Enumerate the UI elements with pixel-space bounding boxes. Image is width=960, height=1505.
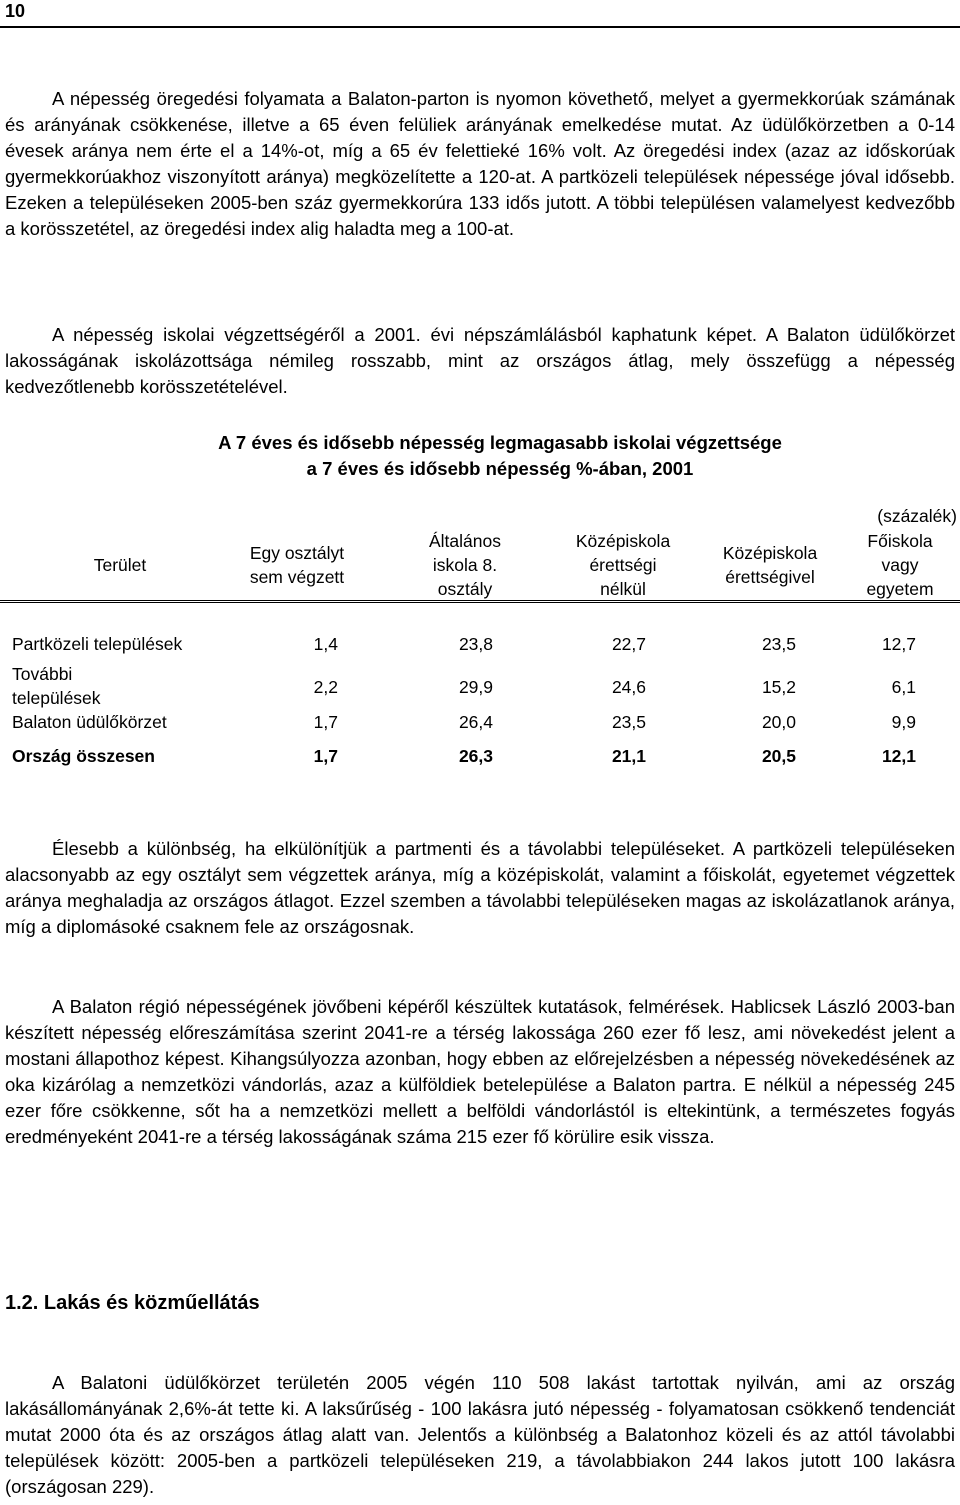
table-cell: 2,2: [313, 677, 338, 697]
column-header-line: vagy: [881, 555, 919, 575]
column-header-line: Középiskola: [575, 531, 671, 551]
table-cell: 20,0: [761, 712, 796, 732]
table-cell: 12,1: [881, 746, 916, 766]
paragraph-housing: [5, 1370, 955, 1500]
table-cell: 12,7: [881, 634, 916, 654]
unit-label: (százalék): [877, 506, 957, 526]
table-cell: 15,2: [761, 677, 796, 697]
column-header-line: Főiskola: [867, 531, 933, 551]
paragraph-settlements: [5, 836, 955, 940]
table-cell: 1,7: [313, 712, 338, 732]
table-cell: 23,8: [458, 634, 493, 654]
table-cell: 22,7: [611, 634, 646, 654]
table-cell: 20,5: [761, 746, 796, 766]
column-header-line: Egy osztályt: [249, 543, 345, 563]
table-row-label-line: További: [12, 664, 73, 684]
table-cell: 23,5: [611, 712, 646, 732]
table-row-label: Balaton üdülőkörzet: [12, 712, 167, 732]
column-header-line: egyetem: [866, 579, 934, 599]
table-cell: 26,4: [458, 712, 493, 732]
column-header-kozepiskola-vel: [695, 541, 845, 589]
table-row-label-line: települések: [12, 688, 101, 708]
table-title-line1: A 7 éves és idősebb népesség legmagasabb iskolai végzettsége: [218, 432, 782, 453]
paragraph-settlements-text: Élesebb a különbség, ha elkülönítjük a partmenti és a távolabbi településeket. A partközeli településeken alacsonyabb az egy osztályt sem végzettek aránya, míg a középiskolát, valamint a főiskolát, egyetemet végzettek aránya meghaladja az országos átlagot. Ezzel szemben a távolabbi településeken magas az iskolázatlanok aránya, míg a diplomásoké csaknem fele az országosnak.: [5, 838, 955, 937]
column-header-terulet-text: Terület: [93, 555, 147, 575]
table-title: [0, 430, 960, 482]
paragraph-housing-text: A Balatoni üdülőkörzet területén 2005 végén 110 508 lakást tartottak nyilván, ami az ország lakásállományának 2,6%-át tette ki. A laksűrűség - 100 lakásra jutó népesség - folyamatosan csökkenő tendenciát mutat 2000 óta és az országos átlag alatt van. Jelentős a különbség a Balatonhoz közeli és az attól távolabbi települések között: 2005-ben a partközeli településeken 219, a távolabbiakon 244 lakos jutott 100 lakásra (országosan 229).: [5, 1372, 955, 1497]
column-header-line: érettségivel: [725, 567, 815, 587]
column-header-line: Középiskola: [722, 543, 818, 563]
table-cell: 1,4: [313, 634, 338, 654]
paragraph-aging-text: A népesség öregedési folyamata a Balaton-parton is nyomon követhető, melyet a gyermekkorúak számának és arányának csökkenése, illetve a 65 éven felüliek arányának emelkedése mutat. Az üdülőkörzetben a 0-14 évesek aránya nem érte el a 14%-ot, míg a 65 év felettieké 16% volt. Az öregedési index (azaz az időskorúak gyermekkorúakhoz viszonyított aránya) megközelítette a 120-at. A partközeli települések népessége jóval idősebb. Ezeken a településeken 2005-ben száz gyermekkorúra 133 idős jutott. A többi településen valamelyest kedvezőbb a korösszetétel, az öregedési index alig haladta meg a 100-at.: [5, 88, 955, 239]
column-header-altalanos: [395, 529, 535, 601]
column-header-kozepiskola-nelkul: [548, 529, 698, 601]
column-header-line: érettségi: [589, 555, 657, 575]
column-header-line: sem végzett: [249, 567, 345, 587]
table-cell: 9,9: [891, 712, 916, 732]
paragraph-education-text: A népesség iskolai végzettségéről a 2001. évi népszámlálásból kaphatunk képet. A Balaton üdülőkörzet lakosságának iskolázottsága némileg rosszabb, mint az országos átlag, mely összefügg a népesség kedvezőtlenebb korösszetételével.: [5, 324, 955, 397]
table-cell: 6,1: [891, 677, 916, 697]
table-cell: 21,1: [611, 746, 646, 766]
column-header-line: nélkül: [600, 579, 646, 599]
column-header-line: osztály: [437, 579, 493, 599]
paragraph-education: [5, 322, 955, 400]
page-number: 10: [5, 1, 26, 21]
paragraph-forecast-text: A Balaton régió népességének jövőbeni képéről készültek kutatások, felmérések. Hablicsek László 2003-ban készített népesség előreszámítása szerint 2041-re a térség lakossága 260 ezer fő lesz, ami növekedést jelent a mostani állapothoz képest. Kihangsúlyozza azonban, hogy ebben az előrejelzésben a népesség növekedésének az oka kizárólag a nemzetközi vándorlás, azaz a külföldiek betelepülése a Balaton partra. E nélkül a népesség 245 ezer főre csökkenne, sőt ha a nemzetközi mellett a belföldi vándorlástól is eltekintünk, a természetes fogyás eredményeként 2041-re a térség lakosságának száma 215 ezer fő körülire esik vissza.: [5, 996, 955, 1147]
header-rule: [0, 26, 960, 28]
table-cell: 23,5: [761, 634, 796, 654]
paragraph-aging: [5, 86, 955, 242]
column-header-foiskola: [830, 529, 960, 601]
table-row-label: [12, 662, 101, 710]
column-header-egy-osztalyt: [222, 541, 372, 589]
section-heading: 1.2. Lakás és közműellátás: [5, 1292, 260, 1314]
table-row-label: Partközeli települések: [12, 634, 183, 654]
table-cell: 26,3: [458, 746, 493, 766]
table-title-line2: a 7 éves és idősebb népesség %-ában, 2001: [306, 458, 694, 479]
table-row-label: Ország összesen: [12, 746, 155, 766]
table-header-bottom-rule: [0, 602, 960, 603]
column-header-line: Általános: [429, 531, 501, 551]
table-cell: 1,7: [313, 746, 338, 766]
column-header-terulet: [55, 553, 185, 577]
column-header-line: iskola 8.: [432, 555, 498, 575]
paragraph-forecast: [5, 994, 955, 1150]
table-cell: 24,6: [611, 677, 646, 697]
table-cell: 29,9: [458, 677, 493, 697]
